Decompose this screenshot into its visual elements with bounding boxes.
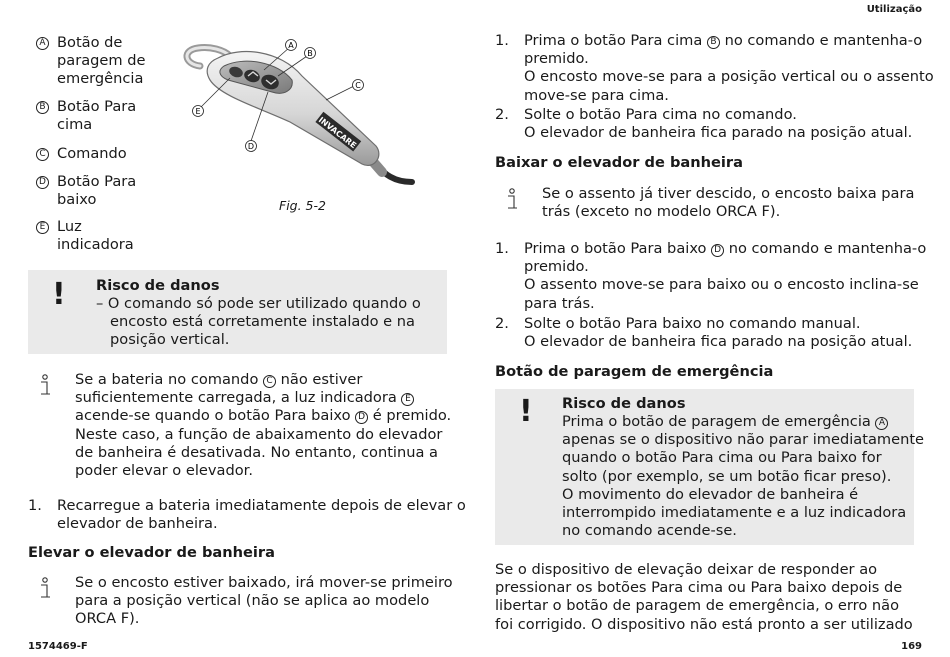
step-number: 2. [495, 315, 509, 332]
step-number: 1. [495, 240, 509, 257]
step-number: 2. [495, 106, 509, 123]
figure-caption: Fig. 5-2 [279, 198, 326, 213]
callout-d-icon: D [355, 411, 368, 424]
legend-text: paragem de [57, 52, 146, 70]
legend-text: Botão de [57, 34, 123, 51]
callout-d-icon: D [711, 244, 724, 257]
brand-label: INVACARE [316, 115, 358, 151]
warning-box-left [28, 270, 447, 354]
callout-e-icon: E [401, 393, 414, 406]
legend-text: Comando [57, 145, 127, 162]
callout-c-icon: C [263, 375, 276, 388]
legend-text: cima [57, 116, 93, 134]
callout-d-icon [246, 141, 257, 152]
legend-text: Botão Para [57, 173, 137, 190]
heading-emergency: Botão de paragem de emergência [495, 363, 774, 380]
callout-b-icon: B [36, 101, 49, 114]
warning-text: encosto está corretamente instalado e na [110, 313, 415, 330]
doc-id: 1574469-F [28, 641, 88, 652]
legend-text: Luz [57, 218, 82, 235]
legend-item-e [36, 218, 136, 256]
svg-text:B: B [307, 49, 313, 58]
warning-icon: ! [519, 394, 533, 429]
warning-title: Risco de danos [562, 395, 686, 412]
legend-item-b [36, 98, 136, 136]
callout-a-icon: A [875, 417, 888, 430]
note-seat: Se o assento já tiver descido, o encosto baixa para trás (exceto no modelo ORCA F). [542, 185, 915, 221]
svg-text:E: E [195, 107, 201, 116]
step-number: 1. [28, 497, 42, 514]
warning-text: Prima o botão de paragem de emergência A apenas se o dispositivo não parar imediatamente quando o botão Para cima ou Para baixo for solto (por exemplo, se um botão ficar preso). O movimento do elevador de banheira é interrompido imediatamente e a luz indicadora no comando acende-se. [562, 413, 925, 540]
info-icon [38, 374, 52, 398]
legend-item-d [36, 173, 136, 211]
callout-c-icon: C [36, 148, 49, 161]
warning-text: posição vertical. [110, 331, 230, 348]
step-text: Solte o botão Para baixo no comando manual. O elevador de banheira fica parado na posição atual. [524, 315, 913, 351]
step-text: Prima o botão Para baixo D no comando e mantenha-o premido. O assento move-se para baixo ou o encosto inclina-se para trás. [524, 240, 927, 312]
closing-paragraph: Se o dispositivo de elevação deixar de responder ao pressionar os botões Para cima ou Para baixo depois de libertar o botão de paragem de emergência, o erro não foi corrigido. O dispositivo não está pronto a ser utilizado [495, 561, 913, 633]
warning-text: – O comando só pode ser utilizado quando o [96, 295, 421, 312]
warning-title: Risco de danos [96, 277, 220, 294]
legend-item-a [36, 34, 146, 90]
legend-item-c [36, 145, 136, 165]
warning-box-right [495, 389, 925, 545]
legend-text: Botão Para [57, 98, 137, 115]
callout-e-icon: E [36, 221, 49, 234]
info-icon [38, 577, 52, 601]
hand-controller-illustration [180, 36, 420, 196]
note-battery: Se a bateria no comando C não estiver suficientemente carregada, a luz indicadora E acende-se quando o botão Para baixo D é premido. Neste caso, a função de abaixamento do elevador de banheira é desativada. No entanto, continua a poder elevar o elevador. [75, 371, 452, 480]
callout-c-icon [353, 80, 364, 91]
callout-b-icon: B [707, 36, 720, 49]
callout-b-icon [305, 48, 316, 59]
info-icon [505, 188, 519, 212]
section-header: Utilização [866, 4, 922, 15]
warning-icon: ! [52, 277, 66, 312]
heading-raise: Elevar o elevador de banheira [28, 544, 275, 561]
callout-d-icon: D [36, 176, 49, 189]
step-text: Recarregue a bateria imediatamente depois de elevar o elevador de banheira. [57, 497, 466, 533]
svg-text:A: A [288, 41, 294, 50]
callout-e-icon [193, 106, 204, 117]
callout-a-icon: A [36, 37, 49, 50]
svg-text:D: D [247, 142, 255, 151]
step-number: 1. [495, 32, 509, 49]
page-number: 169 [901, 641, 922, 652]
svg-text:C: C [355, 81, 361, 90]
legend-text: baixo [57, 191, 97, 209]
callout-a-icon [286, 40, 297, 51]
note-backrest: Se o encosto estiver baixado, irá mover-se primeiro para a posição vertical (não se aplica ao modelo ORCA F). [75, 574, 453, 628]
step-text: Solte o botão Para cima no comando. O elevador de banheira fica parado na posição atual. [524, 106, 913, 142]
step-text: Prima o botão Para cima B no comando e mantenha-o premido. O encosto move-se para a posição vertical ou o assento move-se para cima. [524, 32, 934, 104]
heading-lower: Baixar o elevador de banheira [495, 154, 743, 171]
legend-text: emergência [57, 70, 144, 88]
legend-text: indicadora [57, 236, 134, 254]
